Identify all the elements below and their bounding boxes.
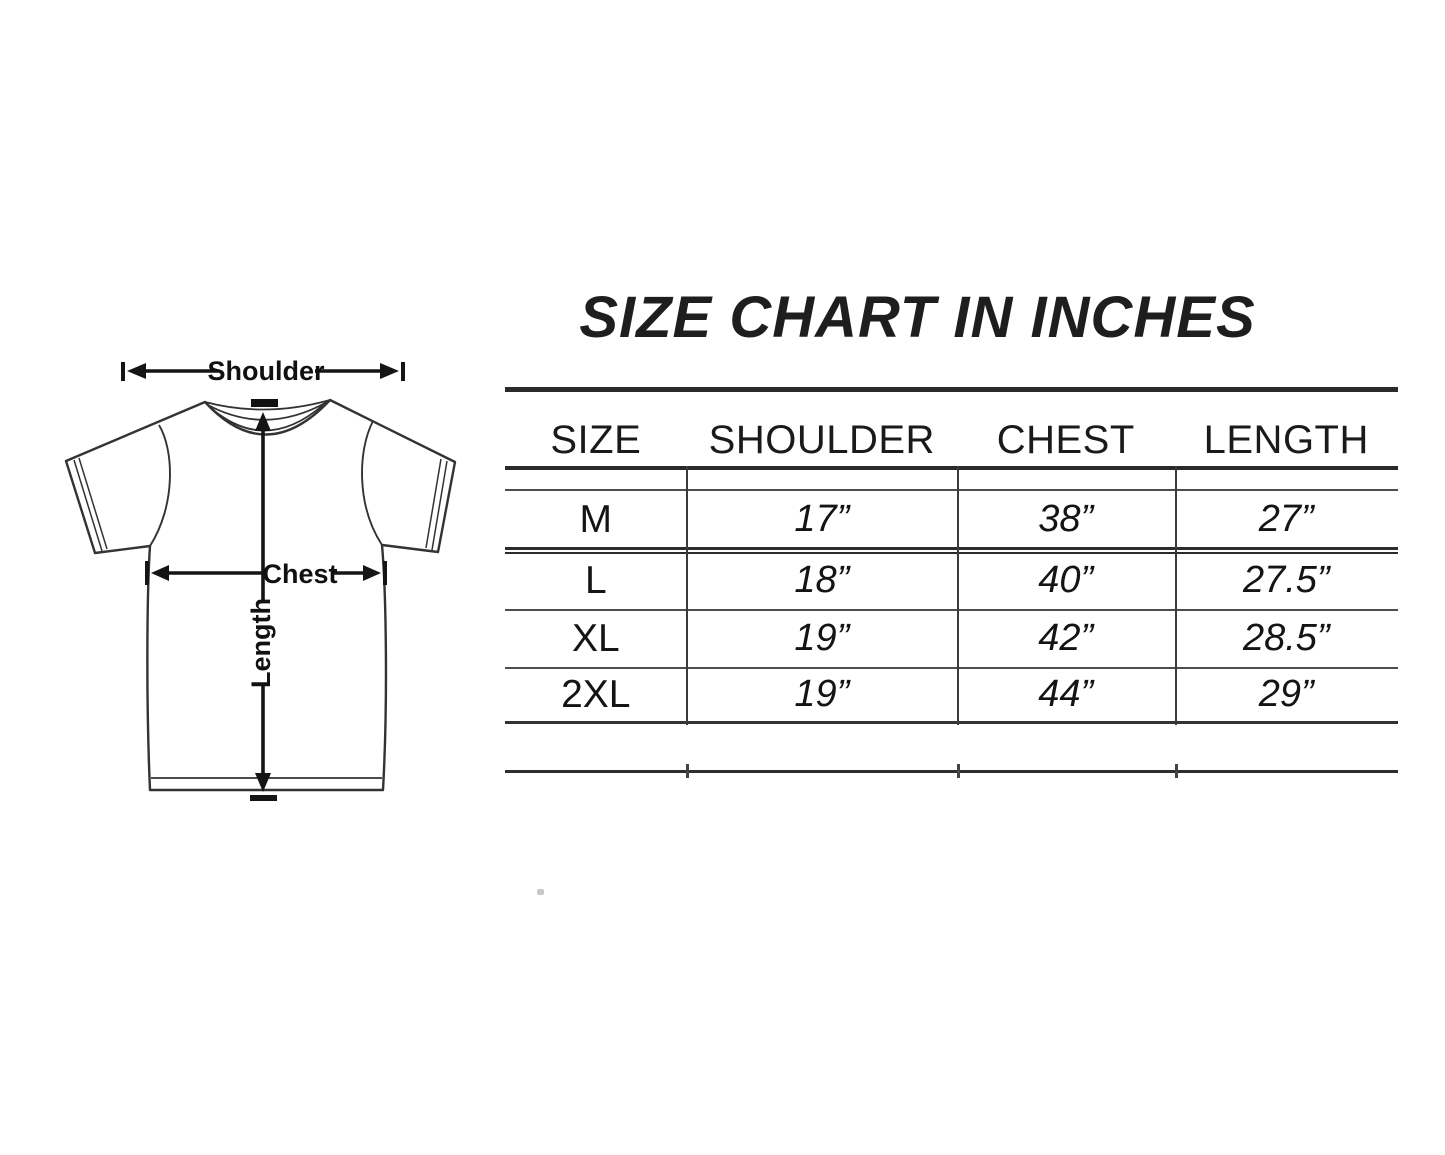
length-dimension-label: Length [246, 598, 276, 688]
footer-rule [505, 770, 1398, 773]
footer-tick-3 [1175, 764, 1178, 778]
collar-top-tick [251, 399, 278, 407]
cell-xl-chest: 42” [1038, 617, 1094, 659]
cell-l-length: 27.5” [1242, 559, 1330, 601]
cell-2xl-chest: 44” [1038, 673, 1094, 715]
cell-l-shoulder: 18” [794, 559, 850, 601]
tshirt-outline [66, 400, 455, 790]
table-row-m [505, 492, 1398, 547]
cell-m-length: 27” [1258, 498, 1314, 540]
image-speck [537, 889, 544, 895]
cell-m-shoulder: 17” [794, 498, 850, 540]
cell-xl-shoulder: 19” [794, 617, 850, 659]
table-header-row [505, 418, 1398, 462]
cell-2xl-length: 29” [1258, 673, 1314, 715]
cell-l-chest: 40” [1038, 559, 1094, 601]
header-rule [505, 466, 1398, 470]
cell-l-size: L [584, 558, 607, 602]
tshirt-measurement-diagram [20, 340, 490, 820]
cell-m-chest: 38” [1038, 498, 1094, 540]
table-row-xl [505, 611, 1398, 666]
chart-title: SIZE CHART IN INCHES [579, 285, 1256, 350]
header-gap-rule [505, 489, 1398, 491]
cell-2xl-size: 2XL [561, 672, 631, 716]
cell-m-size: M [579, 497, 613, 541]
cell-xl-length: 28.5” [1242, 617, 1330, 659]
footer-tick-2 [957, 764, 960, 778]
chest-dimension-label: Chest [262, 559, 338, 589]
table-row-l [505, 553, 1398, 608]
title-rule [505, 387, 1398, 392]
table-bottom-rule [505, 721, 1398, 724]
footer-tick-1 [686, 764, 689, 778]
table-row-2xl [505, 669, 1398, 720]
header-size: SIZE [550, 417, 642, 462]
shoulder-dimension-label: Shoulder [207, 356, 325, 386]
cell-xl-size: XL [571, 616, 620, 660]
header-length: LENGTH [1203, 417, 1369, 462]
cell-2xl-shoulder: 19” [794, 673, 850, 715]
header-shoulder: SHOULDER [708, 417, 935, 462]
header-chest: CHEST [996, 417, 1135, 462]
